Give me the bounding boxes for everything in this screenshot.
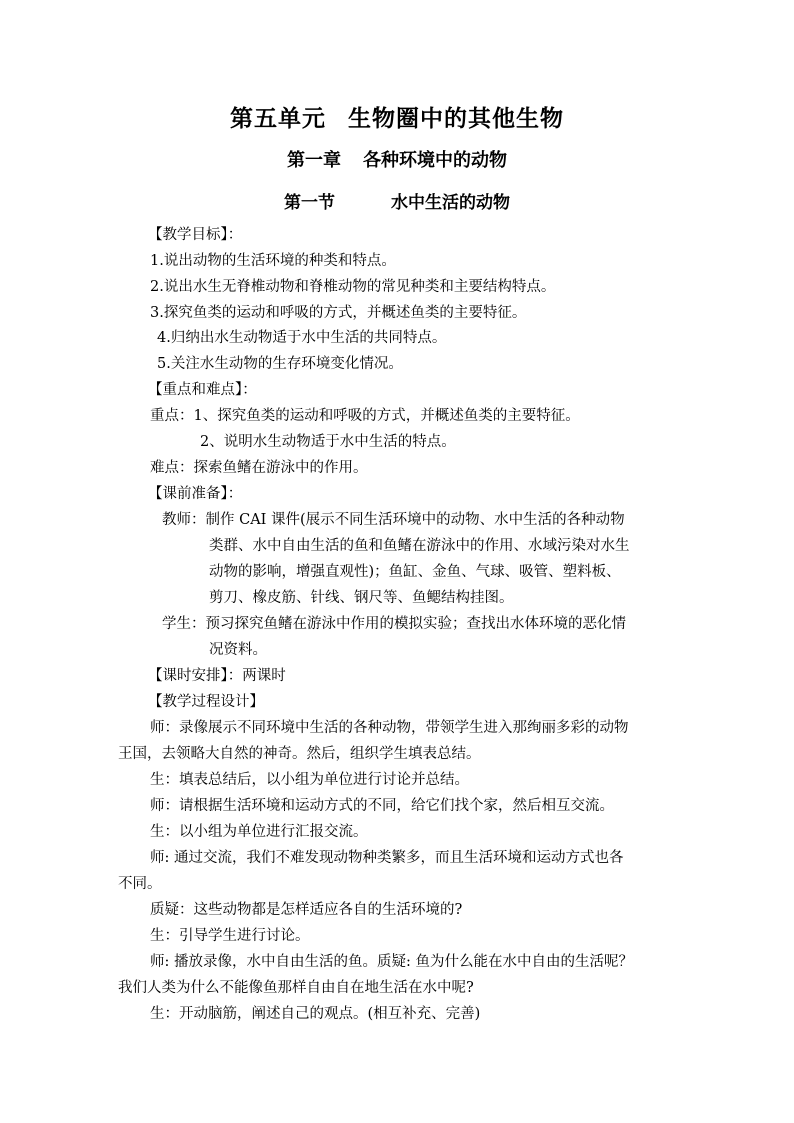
process-line: 师: 播放录像，水中自由生活的鱼。质疑: 鱼为什么能在水中自由的生活呢？ [150, 954, 633, 970]
goal-item: 3.探究鱼类的运动和呼吸的方式，并概述鱼类的主要特征。 [150, 305, 527, 321]
section-title-number: 第一节 [284, 193, 335, 213]
process-line: 王国，去领略大自然的神奇。然后，组织学生填表总结。 [118, 746, 481, 762]
prep-heading: 【课前准备】： [148, 486, 243, 502]
prep-teacher-line: 教师：制作 CAI 课件(展示不同生活环境中的动物、水中生活的各种动物 [162, 512, 625, 528]
process-line: 师：录像展示不同环境中生活的各种动物，带领学生进入那绚丽多彩的动物 [150, 720, 629, 736]
unit-title-number: 第五单元 [230, 106, 326, 132]
process-line: 师：请根据生活环境和运动方式的不同，给它们找个家，然后相互交流。 [150, 798, 614, 814]
prep-teacher-line: 动物的影响，增强直观性)；鱼缸、金鱼、气球、吸管、塑料板、 [209, 564, 621, 580]
prep-student-line: 学生：预习探究鱼鳍在游泳中作用的模拟实验；查找出水体环境的恶化情 [162, 616, 626, 632]
process-line: 生：引导学生进行讨论。 [150, 928, 310, 944]
difficulty-point: 难点：探索鱼鳍在游泳中的作用。 [150, 460, 368, 476]
process-line: 生：开动脑筋，阐述自己的观点。(相互补充、完善) [150, 1006, 481, 1022]
process-line: 师: 通过交流，我们不难发现动物种类繁多，而且生活环境和运动方式也各 [150, 850, 624, 866]
key-point: 重点：1、探究鱼类的运动和呼吸的方式，并概述鱼类的主要特征。 [150, 408, 580, 424]
chapter-title-name: 各种环境中的动物 [363, 150, 507, 171]
goal-item: 1.说出动物的生活环境的种类和特点。 [150, 253, 396, 269]
prep-student-line: 况资料。 [209, 642, 267, 658]
keys-heading: 【重点和难点】： [148, 382, 257, 398]
process-line: 生：填表总结后，以小组为单位进行讨论并总结。 [150, 772, 469, 788]
goals-heading: 【教学目标】： [148, 227, 243, 243]
unit-title [0, 100, 794, 133]
goal-item: 5.关注水生动物的生存环境变化情况。 [157, 356, 403, 372]
chapter-title-number: 第一章 [287, 150, 341, 171]
prep-teacher-line: 剪刀、橡皮筋、针线、钢尺等、鱼鳃结构挂图。 [209, 590, 514, 606]
section-title [0, 188, 794, 213]
goal-item: 4.归纳出水生动物适于水中生活的共同特点。 [157, 330, 447, 346]
prep-teacher-line: 类群、水中自由生活的鱼和鱼鳍在游泳中的作用、水域污染对水生 [209, 538, 630, 554]
goal-item: 2.说出水生无脊椎动物和脊椎动物的常见种类和主要结构特点。 [150, 279, 556, 295]
key-point: 2、说明水生动物适于水中生活的特点。 [200, 434, 456, 450]
section-title-name: 水中生活的动物 [391, 193, 510, 213]
chapter-title [0, 146, 794, 172]
unit-title-name: 生物圈中的其他生物 [348, 106, 564, 132]
schedule: 【课时安排】：两课时 [148, 668, 286, 684]
process-line: 质疑：这些动物都是怎样适应各自的生活环境的? [150, 902, 463, 918]
process-heading: 【教学过程设计】 [148, 694, 264, 710]
process-line: 我们人类为什么不能像鱼那样自由自在地生活在水中呢? [118, 980, 474, 996]
process-line: 不同。 [118, 876, 162, 892]
process-line: 生：以小组为单位进行汇报交流。 [150, 824, 368, 840]
